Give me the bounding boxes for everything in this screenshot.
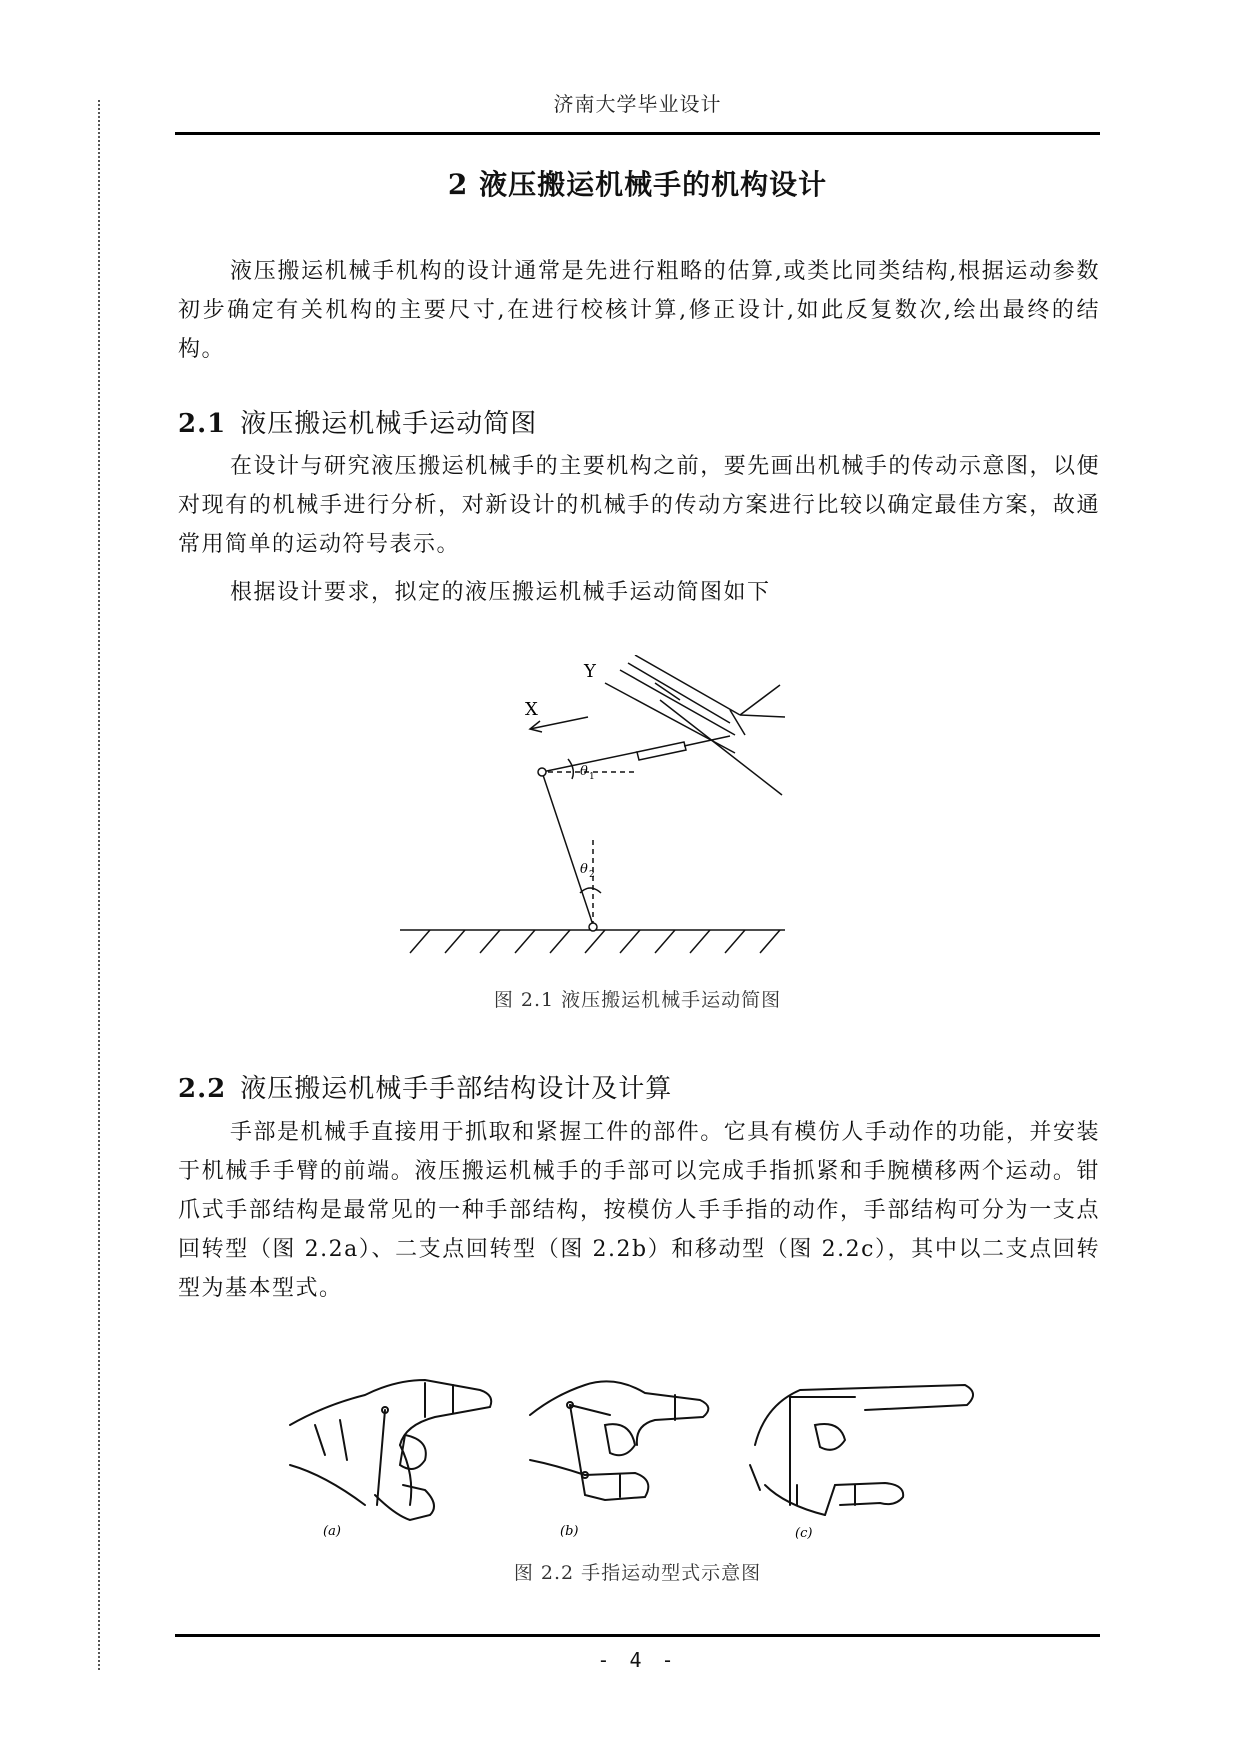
section-2-2-paragraph: 手部是机械手直接用于抓取和紧握工件的部件。它具有模仿人手动作的功能，并安装于机械手手臂的前端。液压搬运机械手的手部可以完成手指抓紧和手腕横移两个运动。钳爪式手部结构是最常见的一种手部结构，按模仿人手手指的动作，手部结构可分为一支点回转型（图 2.2a）、二支点回转型（图 2.2b）和移动型（图 2.2c），其中以二支点回转型为基本型式。 — [178, 1120, 1100, 1301]
section-2-1-heading — [178, 403, 537, 440]
theta2-subscript: 2 — [589, 870, 595, 880]
intro-paragraph: 液压搬运机械手机构的设计通常是先进行粗略的估算,或类比同类结构,根据运动参数初步确定有关机构的主要尺寸,在进行校核计算,修正设计,如此反复数次,绘出最终的结构。 — [178, 259, 1100, 362]
section-title: 液压搬运机械手运动简图 — [240, 409, 538, 439]
theta2-symbol: θ — [580, 862, 588, 877]
footer-rule — [175, 1634, 1100, 1637]
figure-2-2-caption: 图 2.2 手指运动型式示意图 — [513, 1562, 762, 1584]
hand-a-illustration — [290, 1380, 491, 1520]
section-2-1-paragraph-2: 根据设计要求，拟定的液压搬运机械手运动简图如下 — [230, 580, 771, 605]
page-number: - 4 - — [597, 1648, 678, 1672]
chapter-title: 2 液压搬运机械手的机构设计 — [447, 168, 828, 201]
theta1-symbol: θ — [580, 764, 588, 779]
figure-2-1-kinematic-diagram — [390, 655, 810, 965]
x-axis-label: X — [525, 699, 538, 720]
section-2-2-heading — [178, 1068, 672, 1105]
section-title: 液压搬运机械手手部结构设计及计算 — [240, 1074, 673, 1104]
shoulder-joint — [538, 768, 546, 776]
hand-c-illustration — [750, 1385, 973, 1515]
running-header: 济南大学毕业设计 — [553, 92, 722, 116]
label-b: (b) — [560, 1524, 579, 1539]
binding-dotted-line — [98, 100, 100, 1670]
theta1-subscript: 1 — [589, 772, 595, 782]
figure-2-2-hand-illustrations — [285, 1365, 1005, 1545]
label-c: (c) — [795, 1526, 813, 1541]
y-axis-label: Y — [584, 661, 596, 682]
section-2-1-paragraph-1: 在设计与研究液压搬运机械手的主要机构之前，要先画出机械手的传动示意图，以便对现有的机械手进行分析，对新设计的机械手的传动方案进行比较以确定最佳方案，故通常用简单的运动符号表示。 — [178, 454, 1100, 557]
base-joint — [589, 923, 597, 931]
section-number: 2.1 — [178, 409, 227, 439]
header-rule — [175, 132, 1100, 135]
label-a: (a) — [323, 1524, 341, 1539]
figure-2-1-caption: 图 2.1 液压搬运机械手运动简图 — [493, 989, 782, 1011]
hand-b-illustration — [530, 1381, 708, 1500]
section-number: 2.2 — [178, 1074, 227, 1104]
